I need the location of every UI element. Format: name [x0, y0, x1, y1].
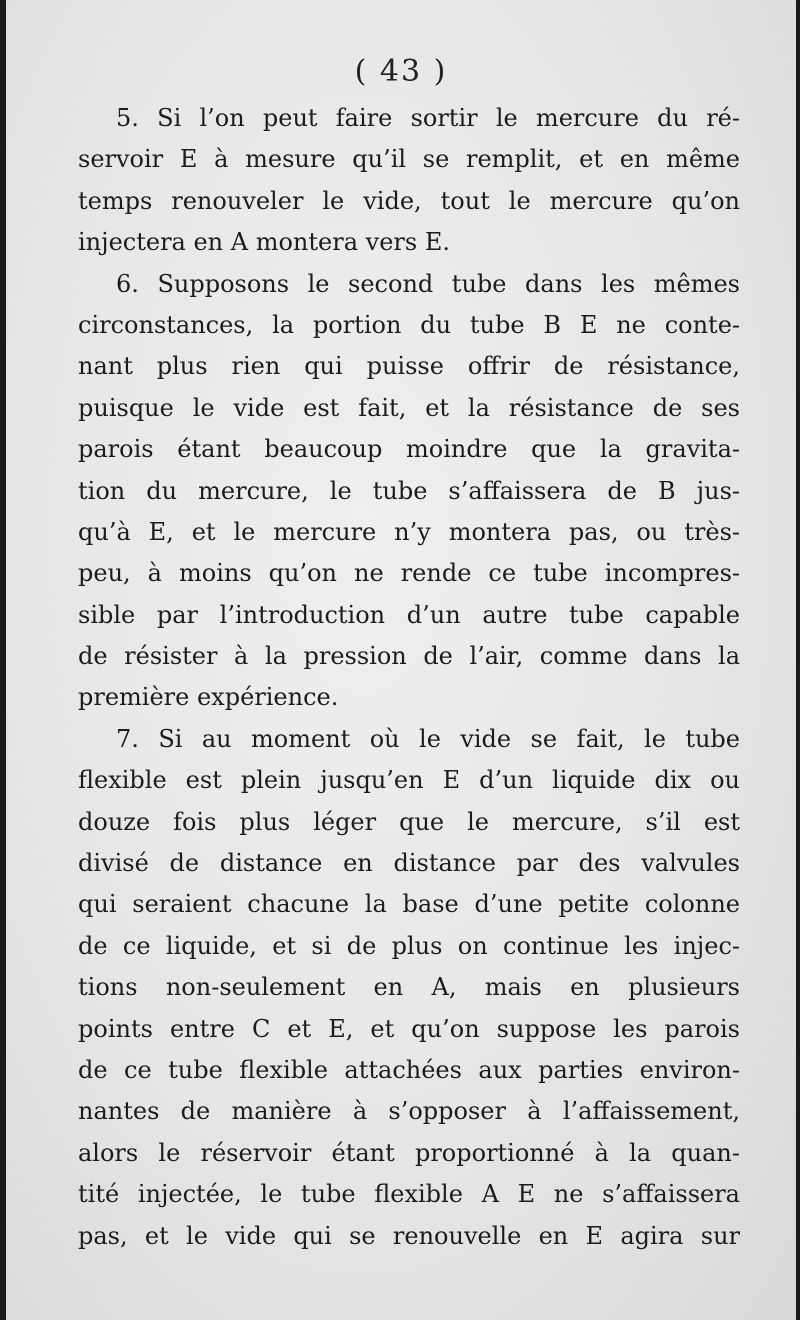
text-line: nant plus rien qui puisse offrir de résistance, — [78, 352, 740, 381]
text-line: tion du mercure, le tube s’affaissera de B jus- — [78, 476, 740, 505]
text-line: flexible est plein jusqu’en E d’un liquide dix ou — [78, 766, 740, 795]
text-line: de ce liquide, et si de plus on continue les injec- — [78, 931, 740, 960]
body-text — [78, 98, 740, 1257]
text-line: parois étant beaucoup moindre que la gravita- — [78, 435, 740, 464]
text-line: nantes de manière à s’opposer à l’affaissement, — [78, 1097, 740, 1126]
text-line: tité injectée, le tube flexible A E ne s’affaissera — [78, 1180, 740, 1209]
text-line: divisé de distance en distance par des valvules — [78, 849, 740, 878]
book-page — [6, 0, 796, 1320]
text-line: 5. Si l’on peut faire sortir le mercure du ré- — [116, 104, 740, 132]
text-line: douze fois plus léger que le mercure, s’il est — [78, 807, 740, 836]
text-line: 6. Supposons le second tube dans les mêmes — [116, 269, 740, 298]
text-line: qu’à E, et le mercure n’y montera pas, ou très- — [78, 517, 740, 546]
text-line: qui seraient chacune la base d’une petite colonne — [78, 890, 740, 919]
text-line: alors le réservoir étant proportionné à la quan- — [78, 1138, 740, 1167]
text-line: sible par l’introduction d’un autre tube capable — [78, 600, 740, 629]
text-line: circonstances, la portion du tube B E ne conte- — [78, 310, 740, 339]
text-line: servoir E à mesure qu’il se remplit, et en même — [78, 145, 740, 174]
text-line: injectera en A montera vers E. — [78, 228, 450, 257]
text-line: temps renouveler le vide, tout le mercure qu’on — [78, 186, 740, 215]
text-line: première expérience. — [78, 683, 339, 712]
text-line: puisque le vide est fait, et la résistance de ses — [78, 393, 740, 422]
text-line: de résister à la pression de l’air, comme dans la — [78, 642, 740, 671]
text-line: pas, et le vide qui se renouvelle en E agira sur — [78, 1221, 740, 1250]
page-number: ( 43 ) — [354, 54, 448, 89]
text-line: 7. Si au moment où le vide se fait, le tube — [116, 724, 740, 753]
text-line: de ce tube flexible attachées aux parties environ- — [78, 1055, 740, 1084]
text-line: points entre C et E, et qu’on suppose les parois — [78, 1014, 740, 1043]
text-line: peu, à moins qu’on ne rende ce tube incompres- — [78, 559, 740, 588]
text-line: tions non-seulement en A, mais en plusieurs — [78, 973, 740, 1002]
